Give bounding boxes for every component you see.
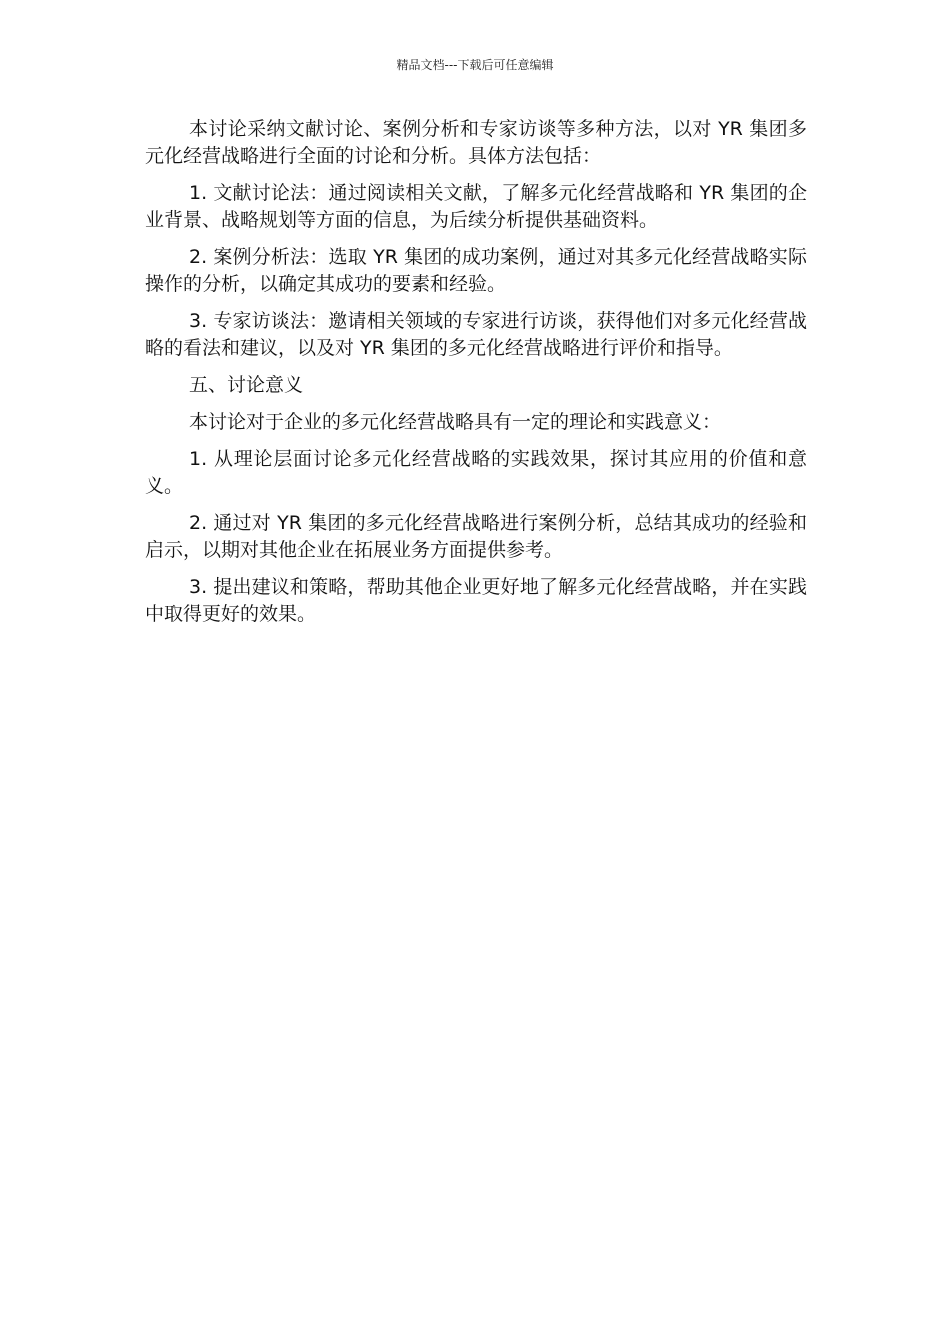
document-body bbox=[145, 116, 807, 638]
paragraph-significance-1: 1. 从理论层面讨论多元化经营战略的实践效果，探讨其应用的价值和意义。 bbox=[145, 448, 807, 497]
page-header: 精品文档---下载后可任意编辑 bbox=[396, 58, 554, 72]
paragraph-method-case-study: 2. 案例分析法：选取 YR 集团的成功案例，通过对其多元化经营战略实际操作的分析，以确定其成功的要素和经验。 bbox=[145, 246, 807, 295]
paragraph-methods-intro: 本讨论采纳文献讨论、案例分析和专家访谈等多种方法，以对 YR 集团多元化经营战略进行全面的讨论和分析。具体方法包括： bbox=[145, 118, 807, 167]
paragraph-significance-2: 2. 通过对 YR 集团的多元化经营战略进行案例分析，总结其成功的经验和启示，以期对其他企业在拓展业务方面提供参考。 bbox=[145, 512, 807, 561]
section-heading-significance: 五、讨论意义 bbox=[189, 374, 304, 396]
paragraph-method-literature: 1. 文献讨论法：通过阅读相关文献，了解多元化经营战略和 YR 集团的企业背景、战略规划等方面的信息，为后续分析提供基础资料。 bbox=[145, 182, 807, 231]
paragraph-method-interview: 3. 专家访谈法：邀请相关领域的专家进行访谈，获得他们对多元化经营战略的看法和建议，以及对 YR 集团的多元化经营战略进行评价和指导。 bbox=[145, 310, 807, 359]
paragraph-significance-3: 3. 提出建议和策略，帮助其他企业更好地了解多元化经营战略，并在实践中取得更好的效果。 bbox=[145, 576, 807, 625]
paragraph-significance-intro: 本讨论对于企业的多元化经营战略具有一定的理论和实践意义： bbox=[189, 411, 722, 433]
